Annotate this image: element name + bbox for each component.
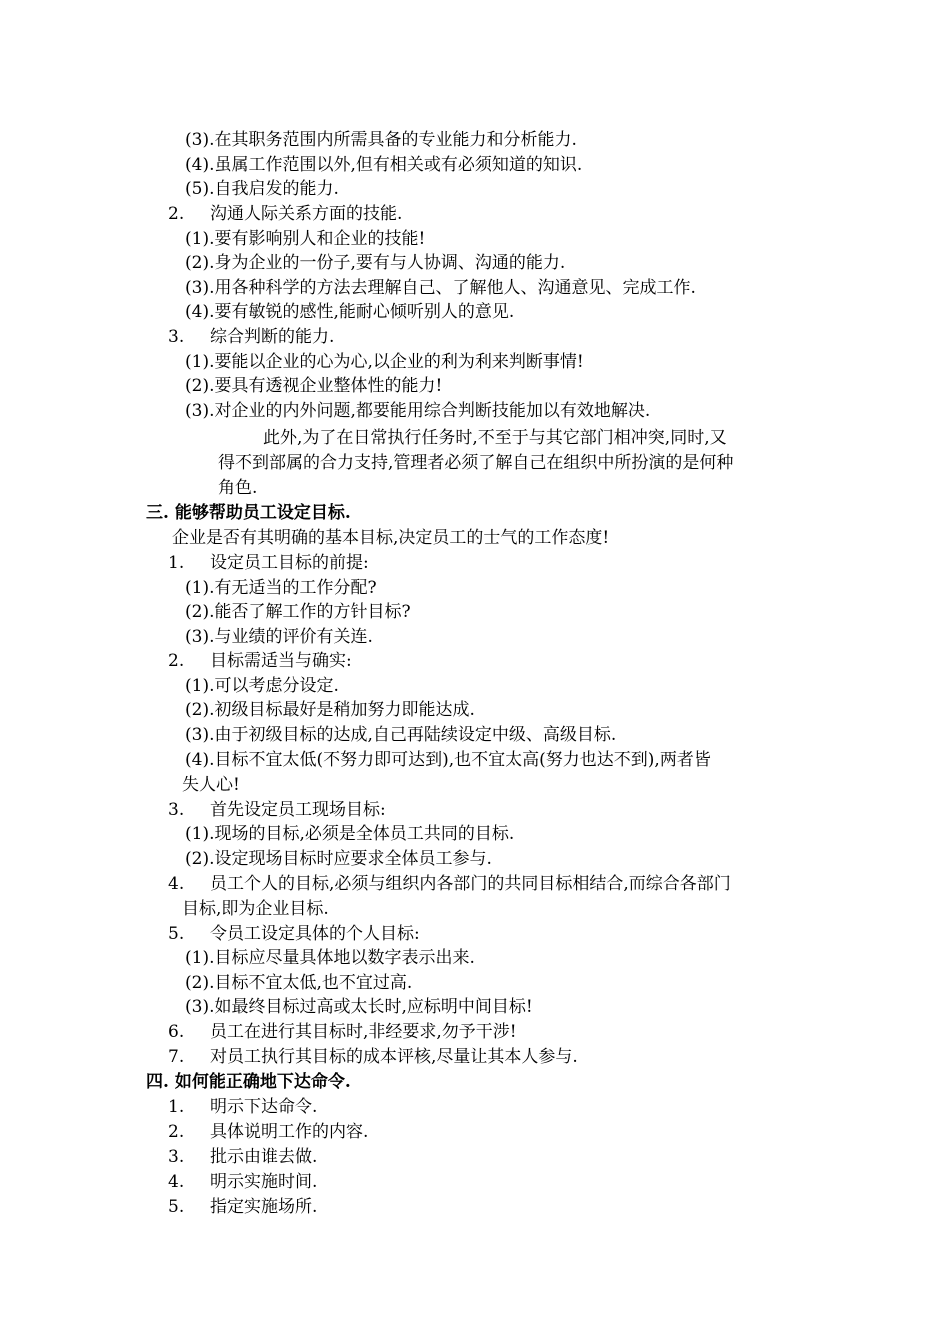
list-item: (3).如最终目标过高或太长时,应标明中间目标! <box>185 997 533 1017</box>
list-item: (3).由于初级目标的达成,自己再陆续设定中级、高级目标. <box>185 725 617 745</box>
paragraph-number: 4. <box>168 1172 185 1192</box>
list-item: (4).虽属工作范围以外,但有相关或有必须知道的知识. <box>185 155 583 175</box>
list-item: (4).要有敏锐的感性,能耐心倾听别人的意见. <box>185 302 515 322</box>
numbered-paragraph <box>168 1195 317 1219</box>
list-item: (4).目标不宜太低(不努力即可达到),也不宜太高(努力也达不到),两者皆 <box>185 750 711 770</box>
numbered-paragraph <box>168 1020 517 1044</box>
list-item: (2).能否了解工作的方针目标? <box>185 602 411 622</box>
list-item: (1).可以考虑分设定. <box>185 676 339 696</box>
list-item-continuation: 失人心! <box>182 775 240 795</box>
paragraph-number: 3. <box>168 327 185 347</box>
paragraph-number: 2. <box>168 1122 185 1142</box>
list-item: (2).要具有透视企业整体性的能力! <box>185 376 443 396</box>
numbered-paragraph <box>168 202 402 226</box>
list-item: (1).要能以企业的心为心,以企业的利为利来判断事情! <box>185 352 584 372</box>
list-item: (2).目标不宜太低,也不宜过高. <box>185 973 413 993</box>
paragraph-title: 批示由谁去做. <box>210 1147 318 1167</box>
list-item: (5).自我启发的能力. <box>185 179 339 199</box>
paragraph-number: 7. <box>168 1047 185 1067</box>
section-heading: 四. 如何能正确地下达命令. <box>146 1072 351 1092</box>
paragraph-title: 沟通人际关系方面的技能. <box>210 204 403 224</box>
numbered-paragraph <box>168 325 334 349</box>
paragraph-number: 1. <box>168 553 185 573</box>
list-item: (1).有无适当的工作分配? <box>185 578 377 598</box>
list-item: (1).要有影响别人和企业的技能! <box>185 229 426 249</box>
list-item: (1).目标应尽量具体地以数字表示出来. <box>185 948 475 968</box>
list-item: (1).现场的目标,必须是全体员工共同的目标. <box>185 824 515 844</box>
list-item: (3).对企业的内外问题,都要能用综合判断技能加以有效地解决. <box>185 401 651 421</box>
list-item: (2).初级目标最好是稍加努力即能达成. <box>185 700 475 720</box>
paragraph-number: 2. <box>168 204 185 224</box>
list-item: (2).身为企业的一份子,要有与人协调、沟通的能力. <box>185 253 566 273</box>
numbered-paragraph <box>168 1045 578 1069</box>
paragraph-title: 明示下达命令. <box>210 1097 318 1117</box>
paragraph-title: 指定实施场所. <box>210 1197 318 1217</box>
numbered-paragraph <box>168 1120 368 1144</box>
paragraph-number: 5. <box>168 1197 185 1217</box>
list-item: (2).设定现场目标时应要求全体员工参与. <box>185 849 492 869</box>
numbered-paragraph <box>168 922 420 946</box>
paragraph-number: 3. <box>168 1147 185 1167</box>
numbered-paragraph <box>168 1095 317 1119</box>
paragraph-continuation: 目标,即为企业目标. <box>182 899 329 919</box>
paragraph-title: 员工在进行其目标时,非经要求,勿予干涉! <box>210 1022 517 1042</box>
paragraph-title: 令员工设定具体的个人目标: <box>210 924 420 944</box>
paragraph-title: 目标需适当与确实: <box>210 651 352 671</box>
paragraph-number: 2. <box>168 651 185 671</box>
section-intro: 企业是否有其明确的基本目标,决定员工的士气的工作态度! <box>172 528 610 548</box>
paragraph-number: 6. <box>168 1022 185 1042</box>
paragraph-title: 明示实施时间. <box>210 1172 318 1192</box>
numbered-paragraph <box>168 872 731 896</box>
numbered-paragraph <box>168 1170 317 1194</box>
paragraph-number: 3. <box>168 800 185 820</box>
list-item: (3).在其职务范围内所需具备的专业能力和分析能力. <box>185 130 577 150</box>
note-paragraph-line: 得不到部属的合力支持,管理者必须了解自己在组织中所扮演的是何种 <box>218 453 734 473</box>
paragraph-title: 员工个人的目标,必须与组织内各部门的共同目标相结合,而综合各部门 <box>210 874 731 894</box>
paragraph-title: 设定员工目标的前提: <box>210 553 369 573</box>
paragraph-title: 具体说明工作的内容. <box>210 1122 369 1142</box>
paragraph-number: 1. <box>168 1097 185 1117</box>
list-item: (3).用各种科学的方法去理解自己、了解他人、沟通意见、完成工作. <box>185 278 696 298</box>
note-paragraph-line: 此外,为了在日常执行任务时,不至于与其它部门相冲突,同时,又 <box>263 428 727 448</box>
paragraph-title: 首先设定员工现场目标: <box>210 800 386 820</box>
numbered-paragraph <box>168 551 369 575</box>
paragraph-title: 综合判断的能力. <box>210 327 335 347</box>
numbered-paragraph <box>168 798 386 822</box>
list-item: (3).与业绩的评价有关连. <box>185 627 373 647</box>
paragraph-number: 4. <box>168 874 185 894</box>
section-heading: 三. 能够帮助员工设定目标. <box>146 503 351 523</box>
note-paragraph-line: 角色. <box>218 478 258 498</box>
numbered-paragraph <box>168 1145 317 1169</box>
paragraph-number: 5. <box>168 924 185 944</box>
numbered-paragraph <box>168 649 352 673</box>
paragraph-title: 对员工执行其目标的成本评核,尽量让其本人参与. <box>210 1047 578 1067</box>
